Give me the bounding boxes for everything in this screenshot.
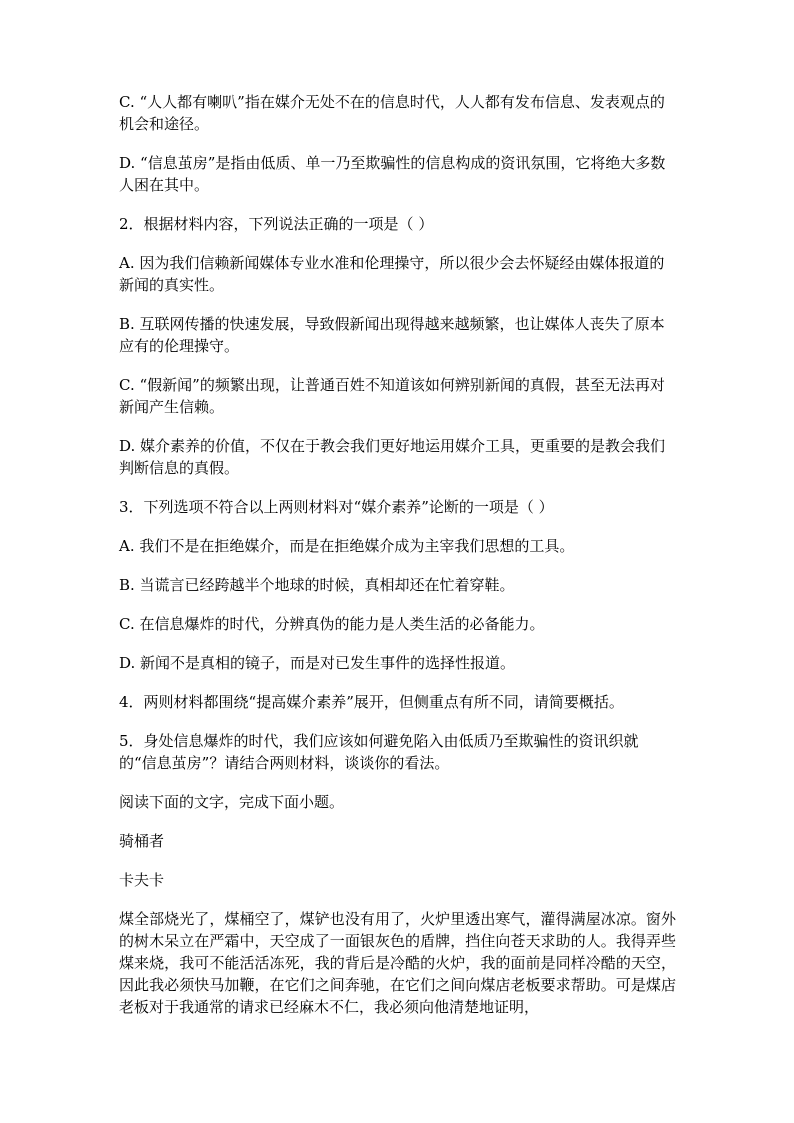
q3-stem: 3．下列选项不符合以上两则材料对“媒介素养”论断的一项是（ ） bbox=[119, 498, 554, 516]
q5-stem: 5．身处信息爆炸的时代，我们应该如何避免陷入由低质乃至欺骗性的资讯织就的“信息茧房”？请结合两则材料，谈谈你的看法。 bbox=[119, 732, 639, 772]
q3-option-b: B. 当谎言已经跨越半个地球的时候，真相却还在忙着穿鞋。 bbox=[119, 576, 515, 594]
document-page bbox=[119, 91, 676, 1018]
reading-body: 煤全部烧光了，煤桶空了，煤铲也没有用了，火炉里透出寒气，灌得满屋冰凉。窗外的树木呆立在严霜中，天空成了一面银灰色的盾牌，挡住向苍天求助的人。我得弄些煤来烧，我可不能活活冻死，我的背后是冷酷的火炉，我的面前是同样冷酷的天空，因此我必须快马加鞭，在它们之间奔驰，在它们之间向煤店老板要求帮助。可是煤店老板对于我通常的请求已经麻木不仁，我必须向他清楚地证明， bbox=[119, 910, 676, 1016]
reading-instruction: 阅读下面的文字，完成下面小题。 bbox=[119, 793, 345, 811]
q4-stem: 4．两则材料都围绕“提高媒介素养”展开，但侧重点有所不同，请简要概括。 bbox=[119, 693, 624, 711]
q3-option-d: D. 新闻不是真相的镜子，而是对已发生事件的选择性报道。 bbox=[119, 654, 516, 672]
q2-option-a: A. 因为我们信赖新闻媒体专业水准和伦理操守，所以很少会去怀疑经由媒体报道的新闻的真实性。 bbox=[119, 254, 665, 294]
q2-stem: 2．根据材料内容，下列说法正确的一项是（ ） bbox=[119, 215, 434, 233]
q3-option-a: A. 我们不是在拒绝媒介，而是在拒绝媒介成为主宰我们思想的工具。 bbox=[119, 537, 575, 555]
q3-option-c: C. 在信息爆炸的时代，分辨真伪的能力是人类生活的必备能力。 bbox=[119, 615, 545, 633]
reading-title: 骑桶者 bbox=[119, 832, 165, 850]
reading-author: 卡夫卡 bbox=[119, 871, 165, 889]
q2-option-d: D. 媒介素养的价值，不仅在于教会我们更好地运用媒介工具，更重要的是教会我们判断信息的真假。 bbox=[119, 437, 666, 477]
q1-option-d: D. “信息茧房”是指由低质、单一乃至欺骗性的信息构成的资讯氛围，它将绝大多数人困在其中。 bbox=[119, 154, 666, 194]
q2-option-c: C. “假新闻”的频繁出现，让普通百姓不知道该如何辨别新闻的真假，甚至无法再对新闻产生信赖。 bbox=[119, 376, 665, 416]
q1-option-c: C. “人人都有喇叭”指在媒介无处不在的信息时代，人人都有发布信息、发表观点的机会和途径。 bbox=[119, 93, 665, 133]
q2-option-b: B. 互联网传播的快速发展，导致假新闻出现得越来越频繁，也让媒体人丧失了原本应有的伦理操守。 bbox=[119, 315, 665, 355]
